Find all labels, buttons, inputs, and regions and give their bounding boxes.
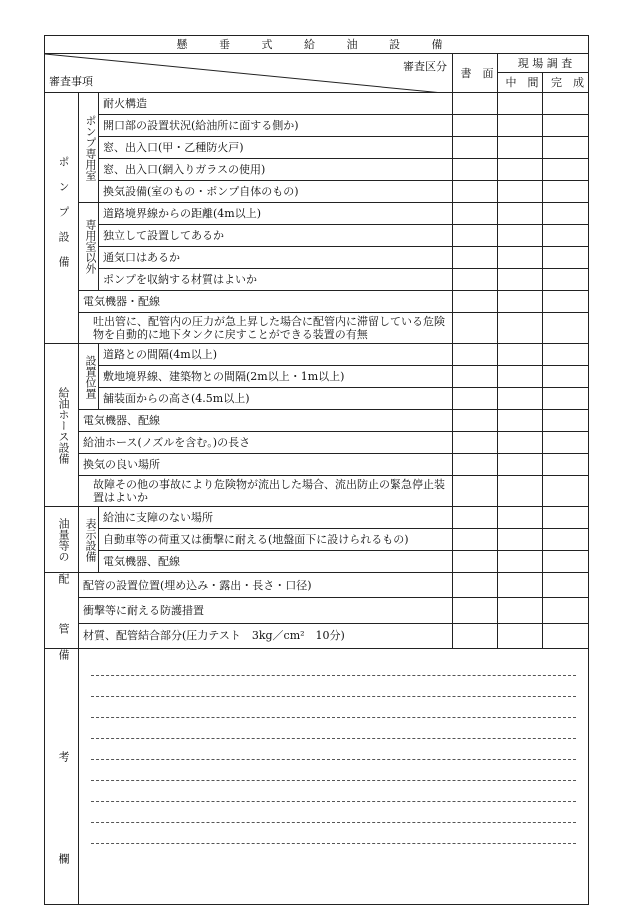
item-h2: 敷地境界線、建築物との間隔(2m以上・1m以上)	[99, 366, 453, 388]
check-cell[interactable]	[453, 313, 498, 344]
item-r1: 耐火構造	[99, 93, 453, 115]
check-cell[interactable]	[453, 225, 498, 247]
check-cell[interactable]	[453, 551, 498, 573]
section-pump-room: ポンプ専用室	[79, 93, 99, 203]
check-cell[interactable]	[543, 291, 589, 313]
check-cell[interactable]	[543, 551, 589, 573]
check-cell[interactable]	[543, 203, 589, 225]
item-r10: 電気機器・配線	[79, 291, 453, 313]
header-chukan: 中 間	[498, 73, 543, 93]
check-cell[interactable]	[498, 115, 543, 137]
inspection-table	[44, 35, 589, 905]
check-cell[interactable]	[498, 159, 543, 181]
check-cell[interactable]	[543, 573, 589, 598]
check-cell[interactable]	[498, 137, 543, 159]
check-cell[interactable]	[453, 573, 498, 598]
remarks-line	[91, 781, 576, 802]
item-h7: 故障その他の事故により危険物が流出した場合、流出防止の緊急停止装置はよいか	[79, 476, 453, 507]
item-r6: 道路境界線からの距離(4m以上)	[99, 203, 453, 225]
check-cell[interactable]	[543, 137, 589, 159]
check-cell[interactable]	[498, 291, 543, 313]
remarks-line	[91, 655, 576, 676]
remarks-line	[91, 697, 576, 718]
check-cell[interactable]	[453, 344, 498, 366]
form-title: 懸 垂 式 給 油 設 備	[45, 36, 589, 54]
item-d1: 給油に支障のない場所	[99, 507, 453, 529]
check-cell[interactable]	[498, 507, 543, 529]
item-p3: 材質、配管結合部分(圧力テスト 3kg／cm² 10分)	[79, 623, 453, 648]
header-shomen: 書 面	[453, 54, 498, 93]
check-cell[interactable]	[543, 159, 589, 181]
check-cell[interactable]	[453, 623, 498, 648]
check-cell[interactable]	[543, 269, 589, 291]
check-cell[interactable]	[543, 115, 589, 137]
check-cell[interactable]	[498, 181, 543, 203]
remarks-line	[91, 802, 576, 823]
check-cell[interactable]	[453, 432, 498, 454]
header-genba: 現 場 調 査	[498, 54, 589, 73]
remarks-line	[91, 676, 576, 697]
check-cell[interactable]	[453, 247, 498, 269]
item-r7: 独立して設置してあるか	[99, 225, 453, 247]
check-cell[interactable]	[543, 93, 589, 115]
item-d3: 電気機器、配線	[99, 551, 453, 573]
check-cell[interactable]	[453, 507, 498, 529]
check-cell[interactable]	[453, 366, 498, 388]
check-cell[interactable]	[498, 269, 543, 291]
check-cell[interactable]	[453, 159, 498, 181]
remarks-line	[91, 823, 576, 844]
item-h5: 給油ホース(ノズルを含む。)の長さ	[79, 432, 453, 454]
section-hose: 給油ホース設備	[45, 344, 79, 507]
check-cell[interactable]	[543, 529, 589, 551]
check-cell[interactable]	[498, 529, 543, 551]
check-cell[interactable]	[543, 388, 589, 410]
diagonal-line	[45, 54, 453, 93]
item-h1: 道路との間隔(4m以上)	[99, 344, 453, 366]
check-cell[interactable]	[498, 551, 543, 573]
check-cell[interactable]	[543, 476, 589, 507]
check-cell[interactable]	[453, 410, 498, 432]
section-remarks: 備 考 欄	[45, 649, 79, 905]
remarks-line	[91, 739, 576, 760]
check-cell[interactable]	[543, 313, 589, 344]
item-r9: ポンプを収納する材質はよいか	[99, 269, 453, 291]
item-p2: 衝撃等に耐える防護措置	[79, 598, 453, 623]
check-cell[interactable]	[543, 623, 589, 648]
check-cell[interactable]	[498, 573, 543, 598]
check-cell[interactable]	[498, 623, 543, 648]
check-cell[interactable]	[543, 454, 589, 476]
check-cell[interactable]	[543, 344, 589, 366]
check-cell[interactable]	[498, 225, 543, 247]
section-display: 表示設備	[79, 507, 99, 573]
remarks-line	[91, 760, 576, 781]
section-position: 設置位置	[79, 344, 99, 410]
check-cell[interactable]	[498, 432, 543, 454]
check-cell[interactable]	[453, 269, 498, 291]
check-cell[interactable]	[498, 247, 543, 269]
check-cell[interactable]	[453, 529, 498, 551]
check-cell[interactable]	[453, 137, 498, 159]
check-cell[interactable]	[543, 225, 589, 247]
check-cell[interactable]	[543, 247, 589, 269]
check-cell[interactable]	[543, 432, 589, 454]
check-cell[interactable]	[498, 454, 543, 476]
section-outside-room: 専用室以外	[79, 203, 99, 291]
inspection-form	[44, 35, 589, 905]
header-kubun: 審査区分	[403, 60, 447, 73]
item-h4: 電気機器、配線	[79, 410, 453, 432]
item-h3: 舗装面からの高さ(4.5m以上)	[99, 388, 453, 410]
item-r4: 窓、出入口(網入りガラスの使用)	[99, 159, 453, 181]
check-cell[interactable]	[498, 366, 543, 388]
check-cell[interactable]	[453, 598, 498, 623]
check-cell[interactable]	[543, 181, 589, 203]
section-piping: 配 管	[45, 573, 79, 649]
check-cell[interactable]	[453, 115, 498, 137]
item-d2: 自動車等の荷重又は衝撃に耐える(地盤面下に設けられるもの)	[99, 529, 453, 551]
item-r3: 窓、出入口(甲・乙種防火戸)	[99, 137, 453, 159]
check-cell[interactable]	[543, 598, 589, 623]
header-diagonal-cell	[45, 54, 453, 93]
check-cell[interactable]	[453, 203, 498, 225]
section-display-2: 油量等の	[45, 507, 79, 573]
section-pump: ポンプ設備	[45, 93, 79, 344]
check-cell[interactable]	[543, 507, 589, 529]
remarks-area[interactable]	[79, 649, 589, 905]
check-cell[interactable]	[498, 344, 543, 366]
check-cell[interactable]	[498, 93, 543, 115]
check-cell[interactable]	[498, 410, 543, 432]
header-kansei: 完 成	[543, 73, 589, 93]
item-p1: 配管の設置位置(埋め込み・露出・長さ・口径)	[79, 573, 453, 598]
header-jiko: 審査事項	[49, 75, 93, 88]
item-r8: 通気口はあるか	[99, 247, 453, 269]
check-cell[interactable]	[498, 388, 543, 410]
check-cell[interactable]	[453, 93, 498, 115]
check-cell[interactable]	[453, 291, 498, 313]
item-r5: 換気設備(室のもの・ポンプ自体のもの)	[99, 181, 453, 203]
item-r11: 吐出管に、配管内の圧力が急上昇した場合に配管内に滞留している危険物を自動的に地下タンクに戻すことができる装置の有無	[79, 313, 453, 344]
check-cell[interactable]	[453, 454, 498, 476]
check-cell[interactable]	[543, 410, 589, 432]
check-cell[interactable]	[498, 598, 543, 623]
check-cell[interactable]	[543, 366, 589, 388]
item-h6: 換気の良い場所	[79, 454, 453, 476]
check-cell[interactable]	[453, 476, 498, 507]
check-cell[interactable]	[498, 476, 543, 507]
check-cell[interactable]	[453, 388, 498, 410]
check-cell[interactable]	[453, 181, 498, 203]
check-cell[interactable]	[498, 313, 543, 344]
remarks-line	[91, 718, 576, 739]
check-cell[interactable]	[498, 203, 543, 225]
item-r2: 開口部の設置状況(給油所に面する側か)	[99, 115, 453, 137]
